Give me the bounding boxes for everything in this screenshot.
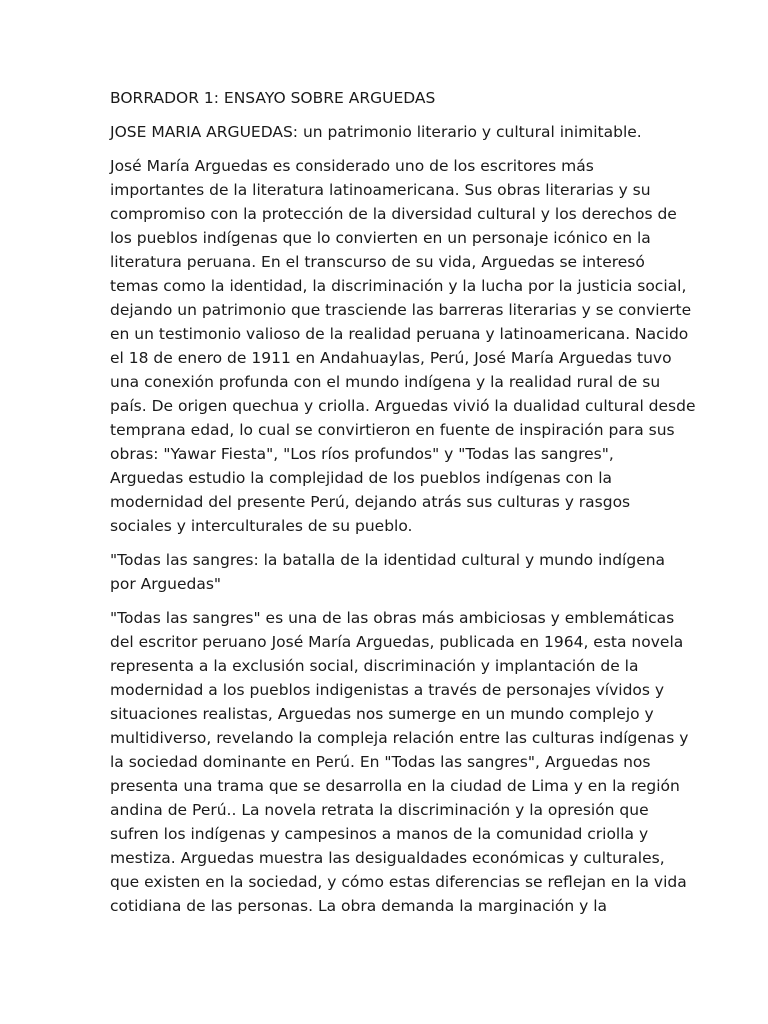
paragraph-line: modernidad a los pueblos indigenistas a través de personajes vívidos y — [110, 681, 665, 699]
paragraph-line: en un testimonio valioso de la realidad peruana y latinoamericana. Nacido — [110, 325, 689, 343]
document-heading — [110, 86, 658, 110]
section-title-line: "Todas las sangres: la batalla de la identidad cultural y mundo indígena — [110, 551, 666, 569]
paragraph-line: mestiza. Arguedas muestra las desigualdades económicas y culturales, — [110, 849, 665, 867]
document-body — [110, 86, 696, 928]
paragraph-line: cotidiana de las personas. La obra demanda la marginación y la — [110, 897, 608, 915]
paragraph-line: situaciones realistas, Arguedas nos sumerge en un mundo complejo y — [110, 705, 654, 723]
paragraph-line: sufren los indígenas y campesinos a manos de la comunidad criolla y — [110, 825, 649, 843]
paragraph-line: una conexión profunda con el mundo indígena y la realidad rural de su — [110, 373, 661, 391]
paragraph-line: presenta una trama que se desarrolla en la ciudad de Lima y en la región — [110, 777, 680, 795]
paragraph-line: modernidad del presente Perú, dejando atrás sus culturas y rasgos — [110, 493, 631, 511]
paragraph-line: obras: "Yawar Fiesta", "Los ríos profundos" y "Todas las sangres", — [110, 445, 614, 463]
paragraph-todas-las-sangres — [110, 606, 689, 918]
paragraph-line: temprana edad, lo cual se convirtieron en fuente de inspiración para sus — [110, 421, 675, 439]
paragraph-line: el 18 de enero de 1911 en Andahuaylas, Perú, José María Arguedas tuvo — [110, 349, 672, 367]
paragraph-line: que existen en la sociedad, y cómo estas diferencias se reflejan en la vida — [110, 873, 687, 891]
section-title — [110, 548, 666, 596]
heading-text: BORRADOR 1: ENSAYO SOBRE ARGUEDAS — [110, 89, 436, 107]
document-subtitle — [110, 120, 658, 144]
paragraph-intro — [110, 154, 696, 538]
paragraph-line: andina de Perú.. La novela retrata la discriminación y la opresión que — [110, 801, 649, 819]
paragraph-line: representa a la exclusión social, discriminación y implantación de la — [110, 657, 639, 675]
paragraph-line: la sociedad dominante en Perú. En "Todas las sangres", Arguedas nos — [110, 753, 651, 771]
paragraph-line: José María Arguedas es considerado uno de los escritores más — [110, 157, 594, 175]
paragraph-line: literatura peruana. En el transcurso de su vida, Arguedas se interesó — [110, 253, 645, 271]
paragraph-line: los pueblos indígenas que lo convierten en un personaje icónico en la — [110, 229, 651, 247]
paragraph-line: sociales y interculturales de su pueblo. — [110, 517, 413, 535]
paragraph-line: país. De origen quechua y criolla. Arguedas vivió la dualidad cultural desde — [110, 397, 696, 415]
paragraph-line: del escritor peruano José María Arguedas, publicada en 1964, esta novela — [110, 633, 684, 651]
paragraph-line: Arguedas estudio la complejidad de los pueblos indígenas con la — [110, 469, 613, 487]
paragraph-line: importantes de la literatura latinoamericana. Sus obras literarias y su — [110, 181, 651, 199]
paragraph-line: multidiverso, revelando la compleja relación entre las culturas indígenas y — [110, 729, 689, 747]
paragraph-line: dejando un patrimonio que trasciende las barreras literarias y se convierte — [110, 301, 692, 319]
section-title-line: por Arguedas" — [110, 575, 222, 593]
paragraph-line: "Todas las sangres" es una de las obras más ambiciosas y emblemáticas — [110, 609, 675, 627]
paragraph-line: compromiso con la protección de la diversidad cultural y los derechos de — [110, 205, 677, 223]
paragraph-line: temas como la identidad, la discriminación y la lucha por la justicia social, — [110, 277, 687, 295]
subtitle-text: JOSE MARIA ARGUEDAS: un patrimonio literario y cultural inimitable. — [110, 123, 642, 141]
